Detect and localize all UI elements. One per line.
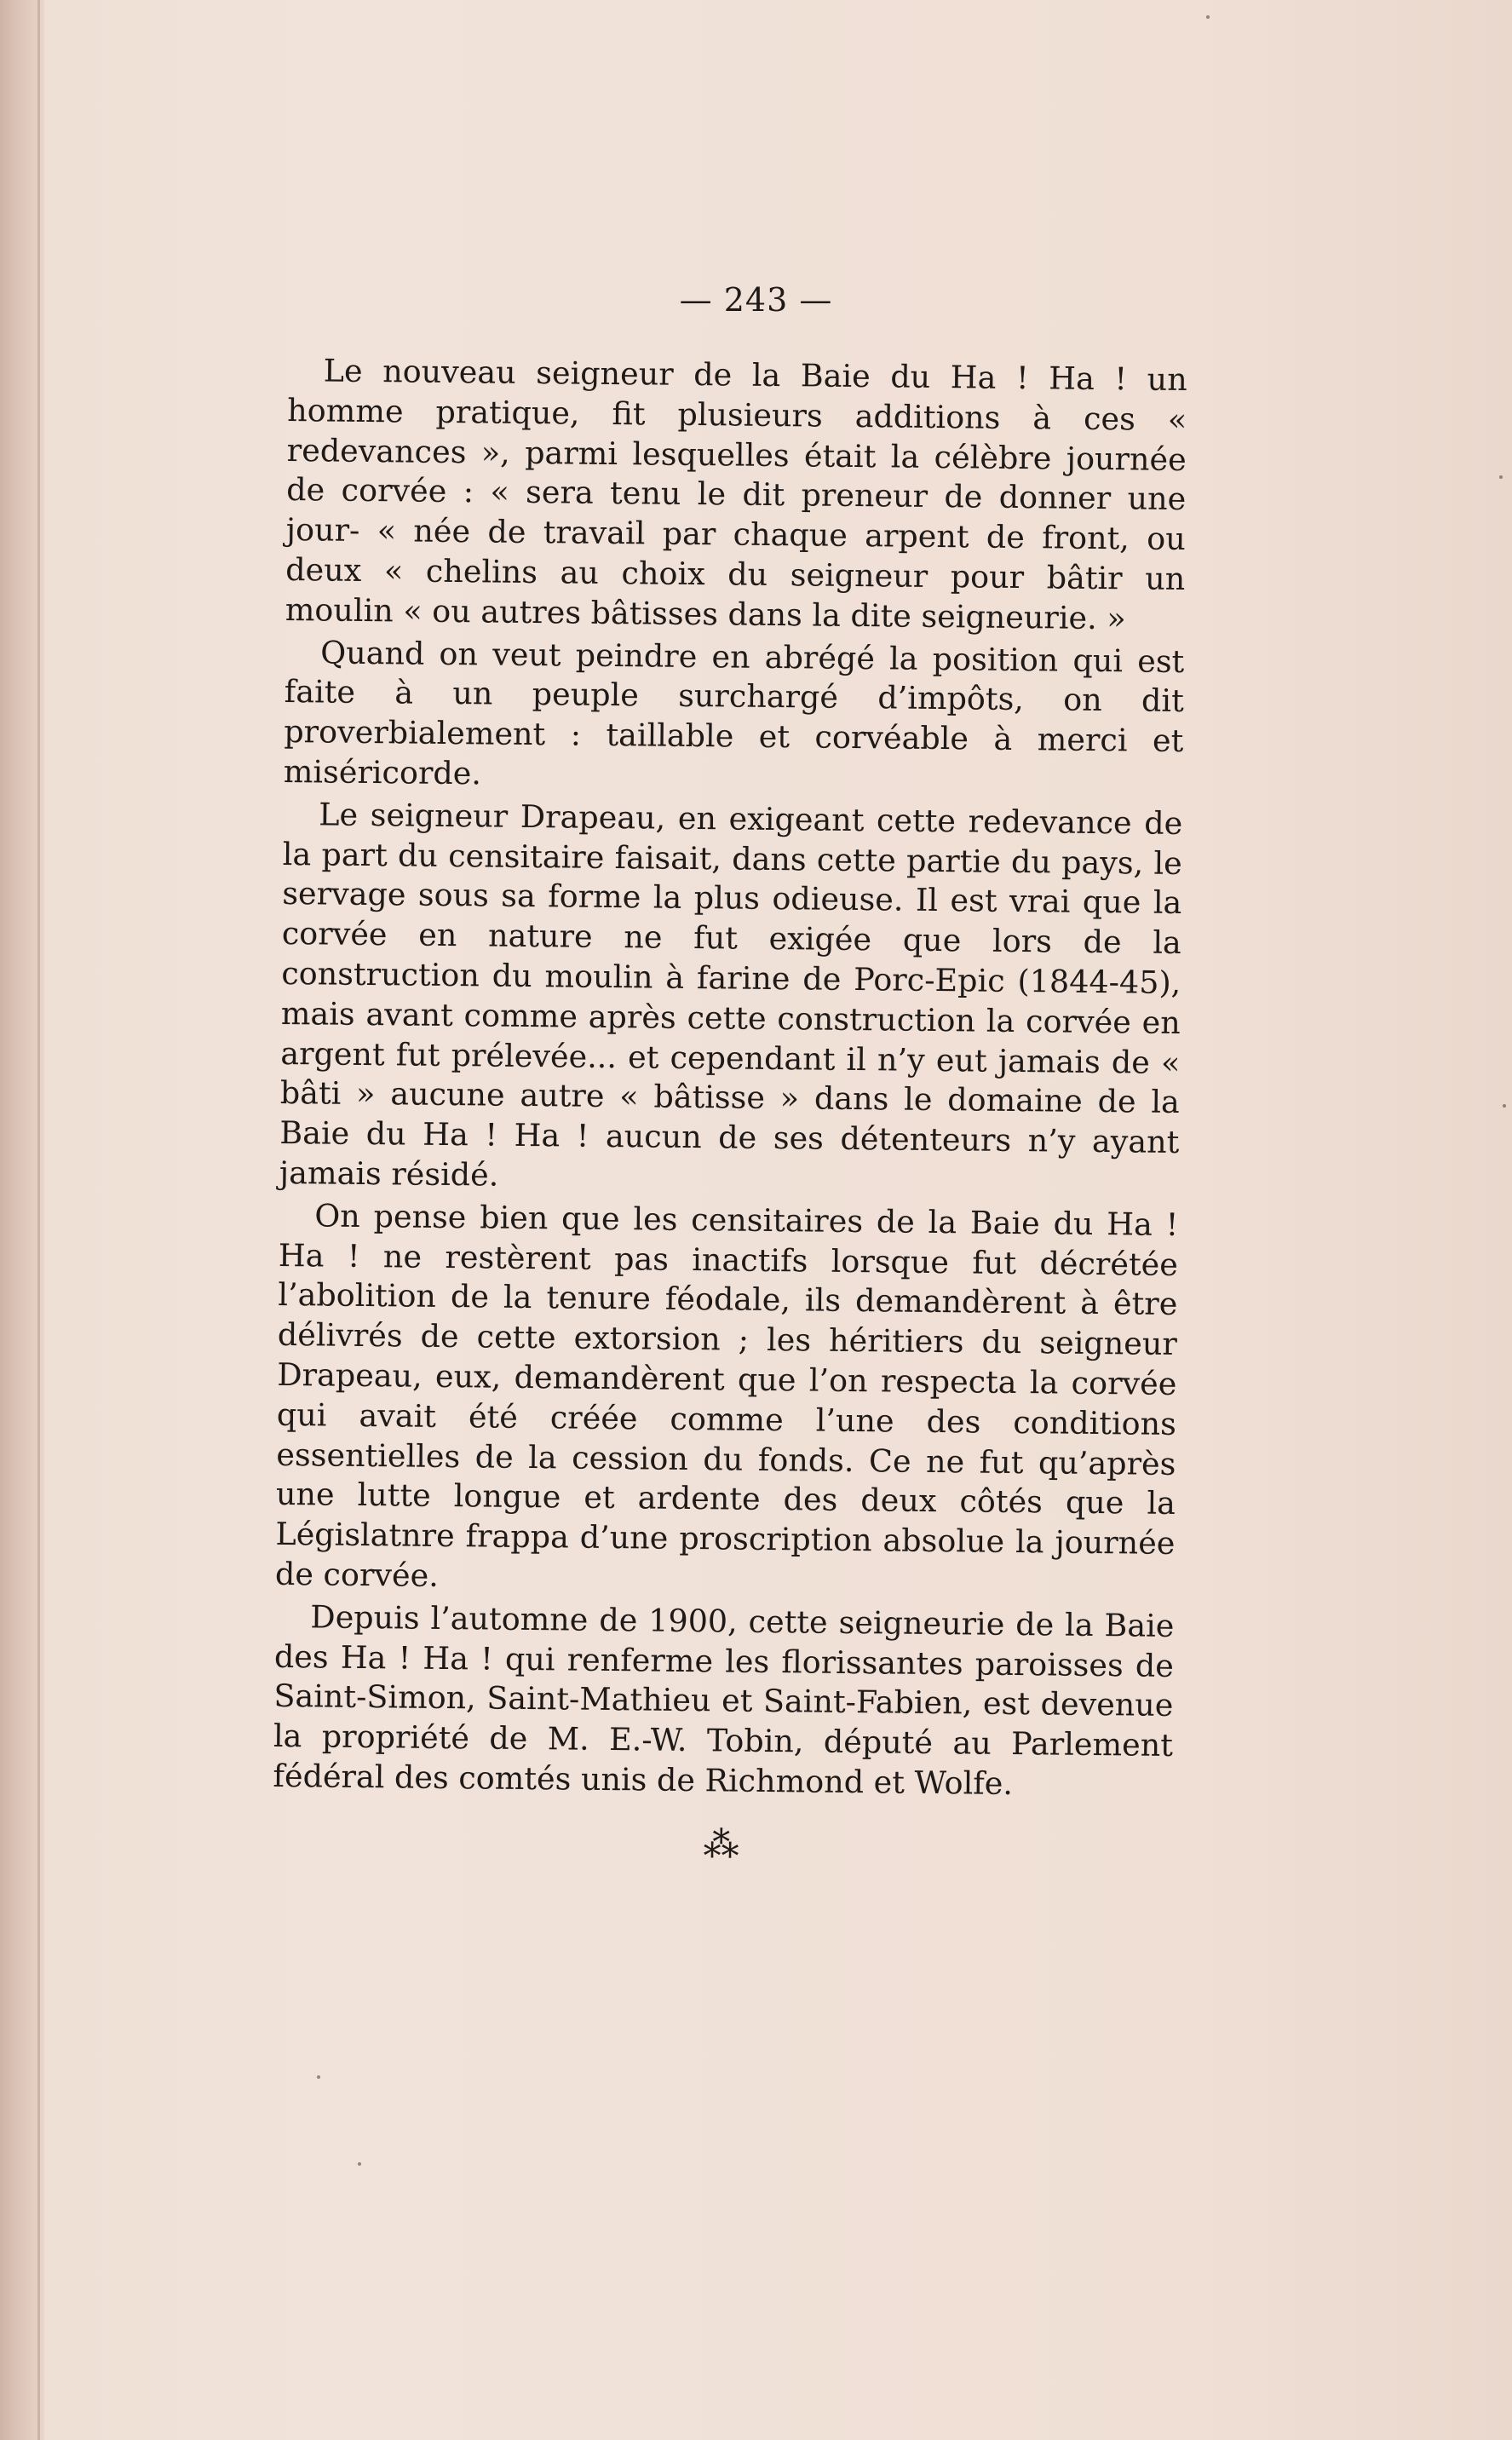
paper-speck xyxy=(1499,475,1503,479)
section-separator: ⁂ xyxy=(703,1822,741,1866)
paragraph-5: Depuis l’automne de 1900, cette seigneurie de la Baie des Ha ! Ha ! qui renferme les florissantes paroisses de Saint-Simon, Saint-Mathieu et Saint-Fabien, est devenue la propriété de M. E.-W. Tobin, député au Parlement fédéral des comtés unis de Richmond et Wolfe. xyxy=(273,1598,1175,1802)
paragraph-4: On pense bien que les censitaires de la Baie du Ha ! Ha ! ne restèrent pas inactifs lorsque fut décrétée l’abolition de la tenure féodale, ils demandèrent à être délivrés de cette extorsion ; les héritiers du seigneur Drapeau, eux, demandèrent que l’on respecta la corvée qui avait été créée comme l’une des conditions essentielles de la cession du fonds. Ce ne fut qu’après une lutte longue et ardente des deux côtés que la Législatnre frappa d’une proscription absolue la journée de corvée. xyxy=(274,1197,1179,1594)
paragraph-1: Le nouveau seigneur de la Baie du Ha ! Ha ! un homme pratique, fit plusieurs additions à ces « redevances », parmi lesquelles était la célèbre journée de corvée : « sera tenu le dit preneur de donner une jour- « née de travail par chaque arpent de front, ou deux « chelins au choix du seigneur pour bâtir un moulin « ou autres bâtisses dans la dite seigneurie. » xyxy=(285,352,1187,637)
paper-speck xyxy=(1503,1104,1506,1108)
paragraph-3: Le seigneur Drapeau, en exigeant cette redevance de la part du censitaire faisait, dans cette partie du pays, le servage sous sa forme la plus odieuse. Il est vrai que la corvée en nature ne fut exigée que lors de la construction du moulin à farine de Porc-Epic (1844-45), mais avant comme après cette construction la corvée en argent fut prélevée... et cependant il n’y eut jamais de « bâti » aucune autre « bâtisse » dans le domaine de la Baie du Ha ! Ha ! aucun de ses détenteurs n’y ayant jamais résidé. xyxy=(279,796,1183,1194)
body-text xyxy=(272,351,1187,1870)
binding-shadow xyxy=(37,0,40,2440)
paragraph-2: Quand on veut peindre en abrégé la position qui est faite à un peuple surchargé d’impôts, on dit proverbialement : taillable et corvéable à merci et miséricorde. xyxy=(283,633,1185,792)
paper-speck xyxy=(358,2162,361,2166)
paper-speck xyxy=(1206,15,1210,19)
paper-speck xyxy=(317,2075,320,2079)
page-number: — 243 — xyxy=(679,281,833,319)
